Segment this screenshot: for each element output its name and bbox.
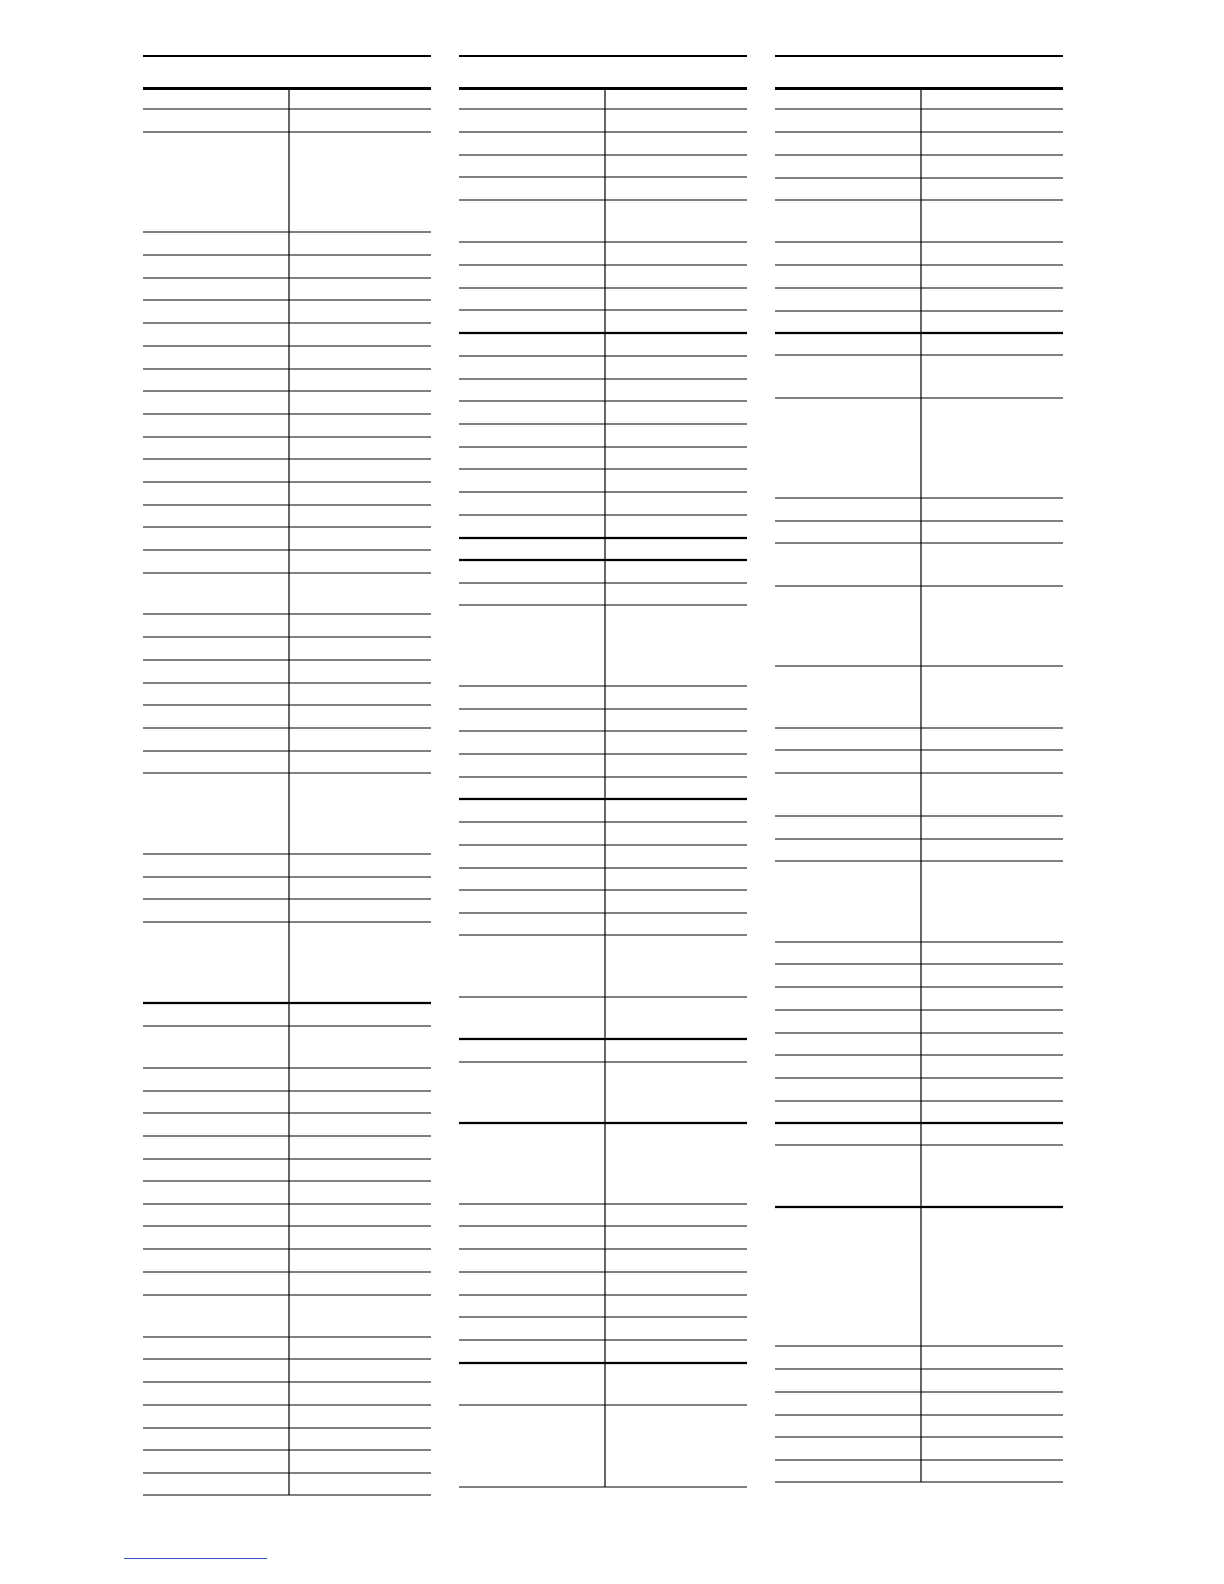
table-rules	[459, 89, 747, 1509]
footer-link[interactable]	[124, 1558, 267, 1559]
table-rules	[143, 89, 431, 1509]
table-left	[143, 55, 431, 1495]
table-header	[775, 57, 1063, 87]
table-right	[775, 55, 1063, 1495]
table-middle	[459, 55, 747, 1495]
table-body	[775, 89, 1063, 1495]
table-header	[459, 57, 747, 87]
table-header	[143, 57, 431, 87]
table-body	[143, 89, 431, 1495]
table-body	[459, 89, 747, 1495]
table-rules	[775, 89, 1063, 1509]
